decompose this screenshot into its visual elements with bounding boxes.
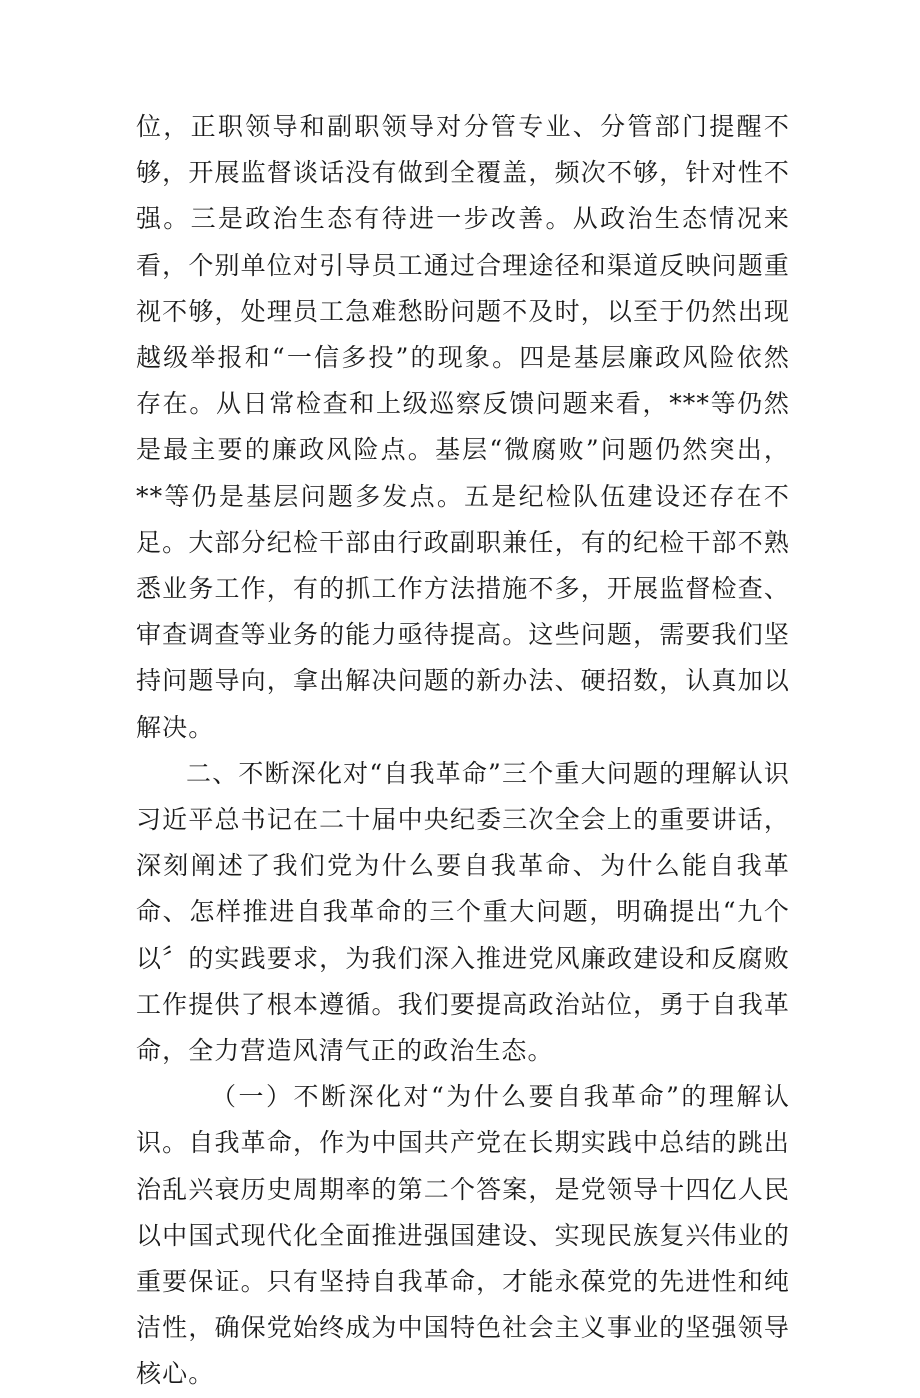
paragraph-subsection-one: （一）不断深化对“为什么要自我革命”的理解认识。自我革命，作为中国共产党在长期实践中总结的跳出治乱兴衰历史周期率的第二个答案，是党领导十四亿人民以中国式现代化全面推进强国建设、实现民族复兴伟业的重要保证。只有坚持自我革命，才能永葆党的先进性和纯洁性，确保党始终成为中国特色社会主义事业的坚强领导核心。 bbox=[136, 1082, 790, 1389]
paragraph-section-two: 二、不断深化对“自我革命”三个重大问题的理解认识习近平总书记在二十届中央纪委三次全会上的重要讲话，深刻阐述了我们党为什么要自我革命、为什么能自我革命、怎样推进自我革命的三个重大问题，明确提出“九个以〞的实践要求，为我们深入推进党风廉政建设和反腐败工作提供了根本遵循。我们要提高政治站位，勇于自我革命，全力营造风清气正的政治生态。 bbox=[136, 758, 790, 1066]
document-body bbox=[136, 104, 790, 1398]
paragraph-continuation: 位，正职领导和副职领导对分管专业、分管部门提醒不够，开展监督谈话没有做到全覆盖，频次不够，针对性不强。三是政治生态有待进一步改善。从政治生态情况来看，个别单位对引导员工通过合理途径和渠道反映问题重视不够，处理员工急难愁盼问题不及时，以至于仍然出现越级举报和“一信多投”的现象。四是基层廉政风险依然存在。从日常检查和上级巡察反馈问题来看，***等仍然是最主要的廉政风险点。基层“微腐败”问题仍然突出，**等仍是基层问题多发点。五是纪检队伍建设还存在不足。大部分纪检干部由行政副职兼任，有的纪检干部不熟悉业务工作，有的抓工作方法措施不多，开展监督检查、审查调查等业务的能力亟待提高。这些问题，需要我们坚持问题导向，拿出解决问题的新办法、硬招数，认真加以解决。 bbox=[136, 112, 790, 742]
